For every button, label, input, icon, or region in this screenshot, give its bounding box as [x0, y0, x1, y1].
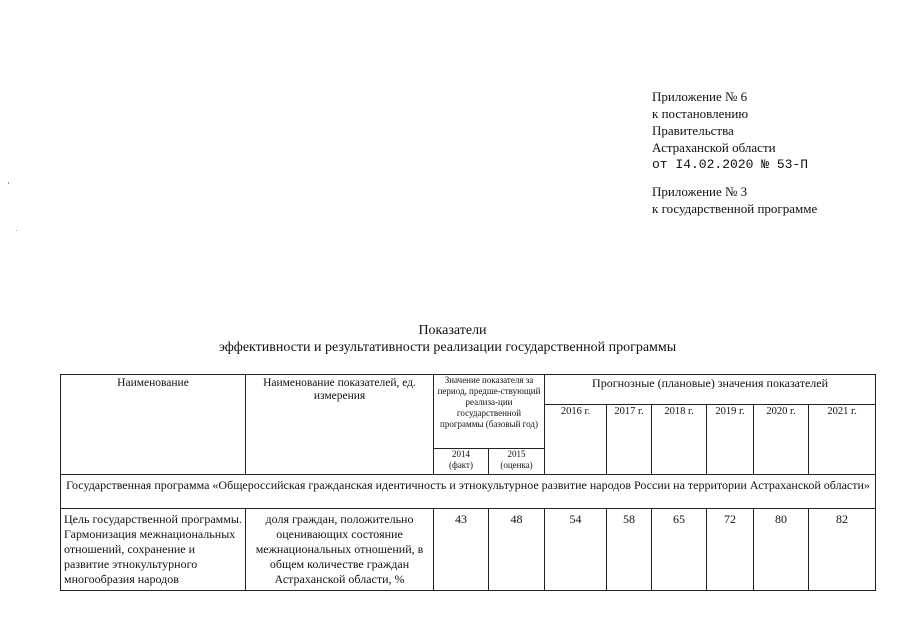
value-cell: 72 [707, 509, 754, 591]
header-year: 2021 г. [809, 405, 876, 475]
header-base-year-2015 [489, 449, 545, 475]
header-indicator: Наименование показателей, ед. измерения [246, 375, 434, 475]
value-cell: 54 [545, 509, 607, 591]
indicators-table [60, 374, 876, 591]
header-year: 2020 г. [754, 405, 809, 475]
appendix-6-line: Астраханской области [652, 140, 776, 155]
value-cell: 58 [607, 509, 652, 591]
row-indicator: доля граждан, положительно оценивающих состояние межнациональных отношений, в общем количестве граждан Астраханской области, % [246, 509, 434, 591]
row-name: Цель государственной программы. Гармонизация межнациональных отношений, сохранение и развитие этнокультурного многообразия народов [61, 509, 246, 591]
value-cell: 48 [489, 509, 545, 591]
value-cell: 65 [652, 509, 707, 591]
base-year-note: (факт) [448, 460, 473, 470]
header-year: 2017 г. [607, 405, 652, 475]
appendix-3-block [652, 183, 817, 217]
header-forecast: Прогнозные (плановые) значения показателей [545, 375, 876, 405]
document-subtitle: эффективности и результативности реализации государственной программы [218, 340, 677, 355]
header-year: 2019 г. [707, 405, 754, 475]
appendix-6-title: Приложение № 6 [652, 89, 748, 104]
value-cell: 82 [809, 509, 876, 591]
appendix-3-title: Приложение № 3 [652, 184, 748, 199]
header-year: 2018 г. [652, 405, 707, 475]
appendix-6-line: Правительства [652, 123, 734, 138]
appendix-3-line: к государственной программе [652, 201, 818, 216]
appendix-6-line: к постановлению [652, 106, 749, 121]
header-base-year-2014 [434, 449, 489, 475]
value-cell: 43 [434, 509, 489, 591]
header-name: Наименование [61, 375, 246, 475]
header-year: 2016 г. [545, 405, 607, 475]
header-base-value: Значение показателя за период, предше-ствующий реализа-ции государственной программы (базовый год) [434, 375, 545, 449]
base-year: 2014 [452, 449, 470, 459]
scan-speck [16, 230, 17, 231]
base-year: 2015 [507, 449, 526, 459]
value-cell: 80 [754, 509, 809, 591]
program-row: Государственная программа «Общероссийская гражданская идентичность и этнокультурное развитие народов России на территории Астраханской области» [61, 475, 876, 509]
scan-speck [8, 182, 9, 184]
base-year-note: (оценка) [500, 460, 533, 470]
document-title: Показатели [418, 323, 487, 338]
appendix-6-date-number: от I4.02.2020 № 53-П [652, 157, 809, 172]
appendix-6-block [652, 88, 808, 173]
